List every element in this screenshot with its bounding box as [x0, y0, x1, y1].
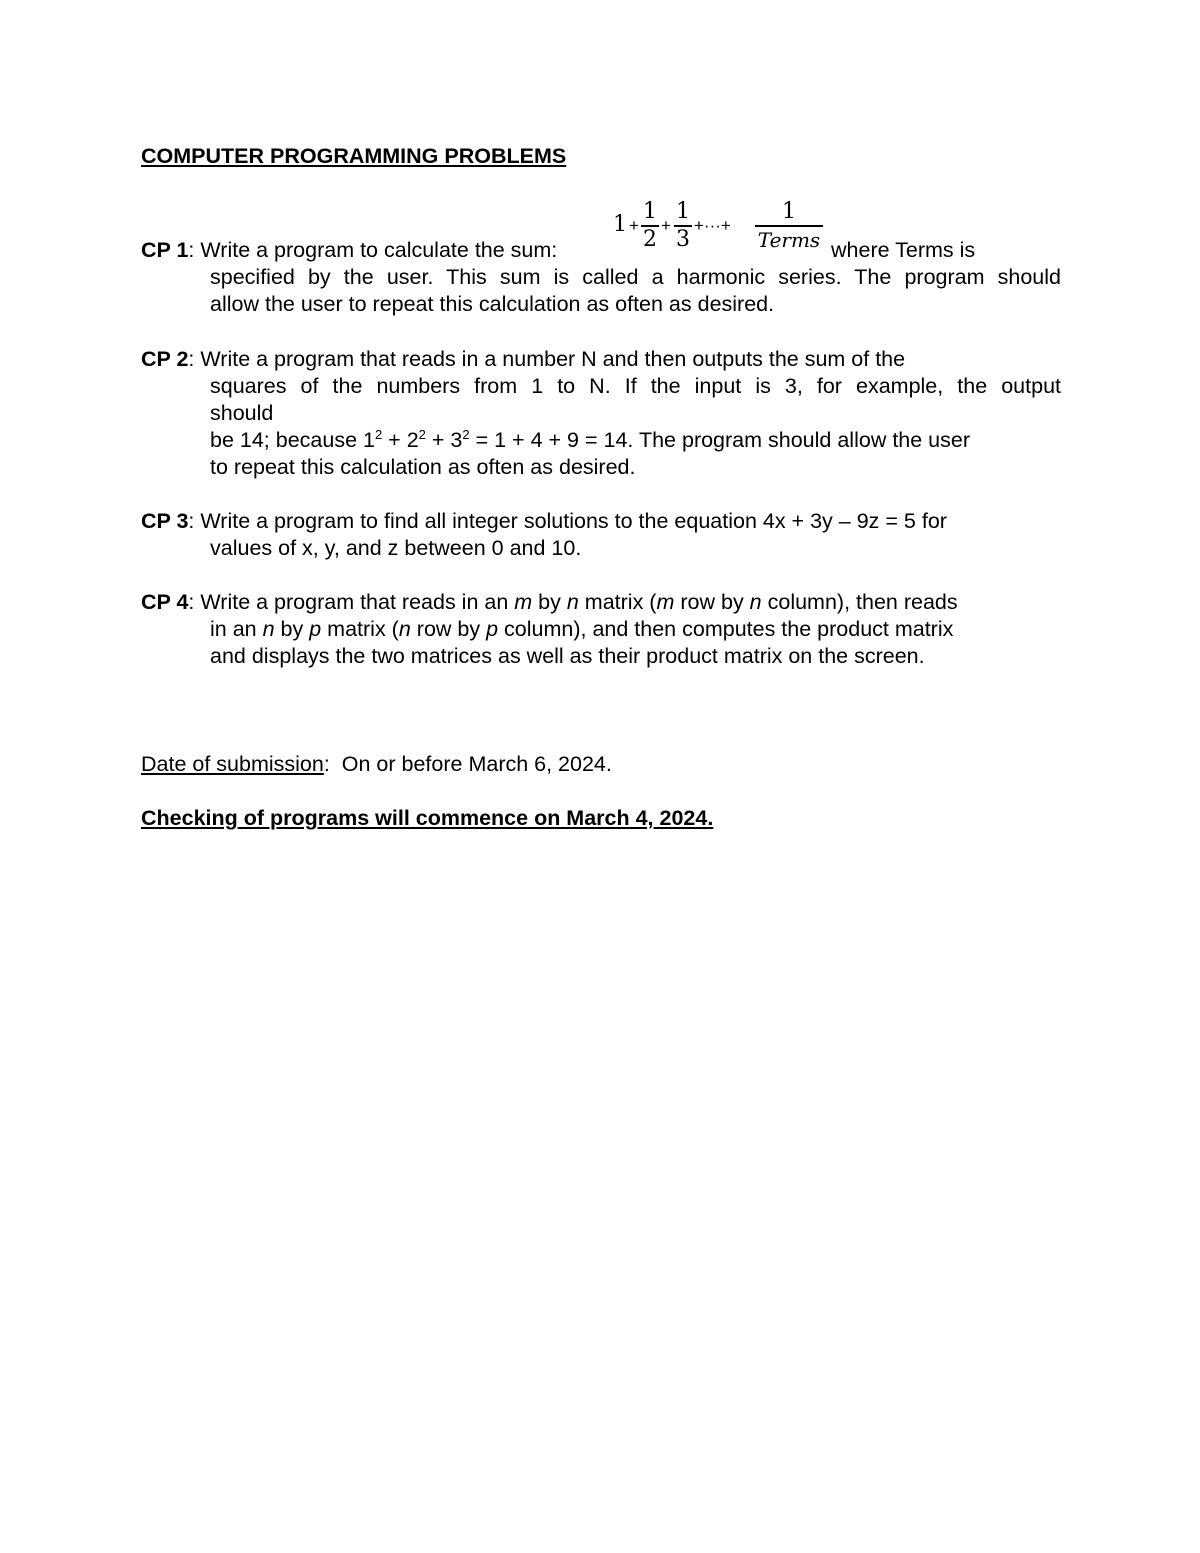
- problem-label: CP 2: [141, 347, 189, 371]
- problem-line: should: [210, 401, 274, 425]
- formula-plus: +: [661, 216, 671, 235]
- document-title: COMPUTER PROGRAMMING PROBLEMS: [141, 144, 567, 168]
- problem-line: to repeat this calculation as often as desired.: [210, 455, 636, 479]
- submission-date: Date of submission: On or before March 6, 2024.: [141, 752, 612, 776]
- formula-plus: +: [629, 216, 639, 235]
- problem-cp3: CP 3: Write a program to find all integer solutions to the equation 4x + 3y – 9z = 5 for values of x, y, and z between 0 and 10.: [141, 508, 1061, 562]
- problem-line: and displays the two matrices as well as their product matrix on the screen.: [210, 644, 925, 668]
- problem-label: CP 3: [141, 509, 189, 533]
- formula-fraction-half: 1 2: [643, 199, 657, 252]
- problem-line: in an n by p matrix (n row by p column), and then computes the product matrix: [210, 617, 954, 641]
- formula-fraction-third: 1 3: [676, 199, 690, 252]
- problem-label: CP 1: [141, 238, 189, 262]
- problem-label: CP 4: [141, 590, 189, 614]
- problem-line: specified by the user. This sum is called a harmonic series. The program should: [210, 265, 1061, 289]
- checking-notice: Checking of programs will commence on March 4, 2024.: [141, 806, 714, 830]
- problem-line: values of x, y, and z between 0 and 10.: [210, 536, 582, 560]
- problem-lead-continuation: where Terms is: [831, 238, 976, 262]
- problem-line: squares of the numbers from 1 to N. If the input is 3, for example, the output: [210, 374, 1061, 398]
- problem-lead: Write a program that reads in a number N and then outputs the sum of the: [200, 347, 906, 371]
- formula-first-term: 1: [613, 212, 627, 237]
- problem-cp2: CP 2: Write a program that reads in a number N and then outputs the sum of the squares of the numbers from 1 to N. If the input is 3, for example, the output should be 14; because $1^2 + 2^2 + 3^2 = 1 + 4 + 9 = 14$. The program should allow the user to repeat this calculation as often as desired.: [141, 347, 1061, 479]
- problem-line: allow the user to repeat this calculation as often as desired.: [210, 292, 775, 316]
- problem-example-line: be 14; because $1^2 + 2^2 + 3^2 = 1 + 4 + 9 = 14$. The program should allow the user: [210, 427, 970, 452]
- formula-ellipsis: +···+: [694, 216, 731, 235]
- problem-cp1: CP 1: Write a program to calculate the sum: specified by the user. This sum is called a harmonic series. The program should allow the user to repeat this calculation as often as desired.: [141, 238, 1061, 316]
- problem-cp4: CP 4: Write a program that reads in an m by n matrix (m row by n column), then reads in an n by p matrix (n row by p column), and then computes the product matrix and displays the two matrices as well as their product matrix on the screen.: [141, 589, 1061, 670]
- formula-fraction-terms: 1 Terms: [755, 199, 823, 253]
- submission-label: Date of submission: [141, 752, 324, 776]
- problem-lead: Write a program to calculate the sum:: [200, 238, 558, 262]
- problem-lead: Write a program to find all integer solutions to the equation 4x + 3y – 9z = 5 for: [200, 509, 947, 533]
- submission-value: On or before March 6, 2024.: [341, 752, 612, 776]
